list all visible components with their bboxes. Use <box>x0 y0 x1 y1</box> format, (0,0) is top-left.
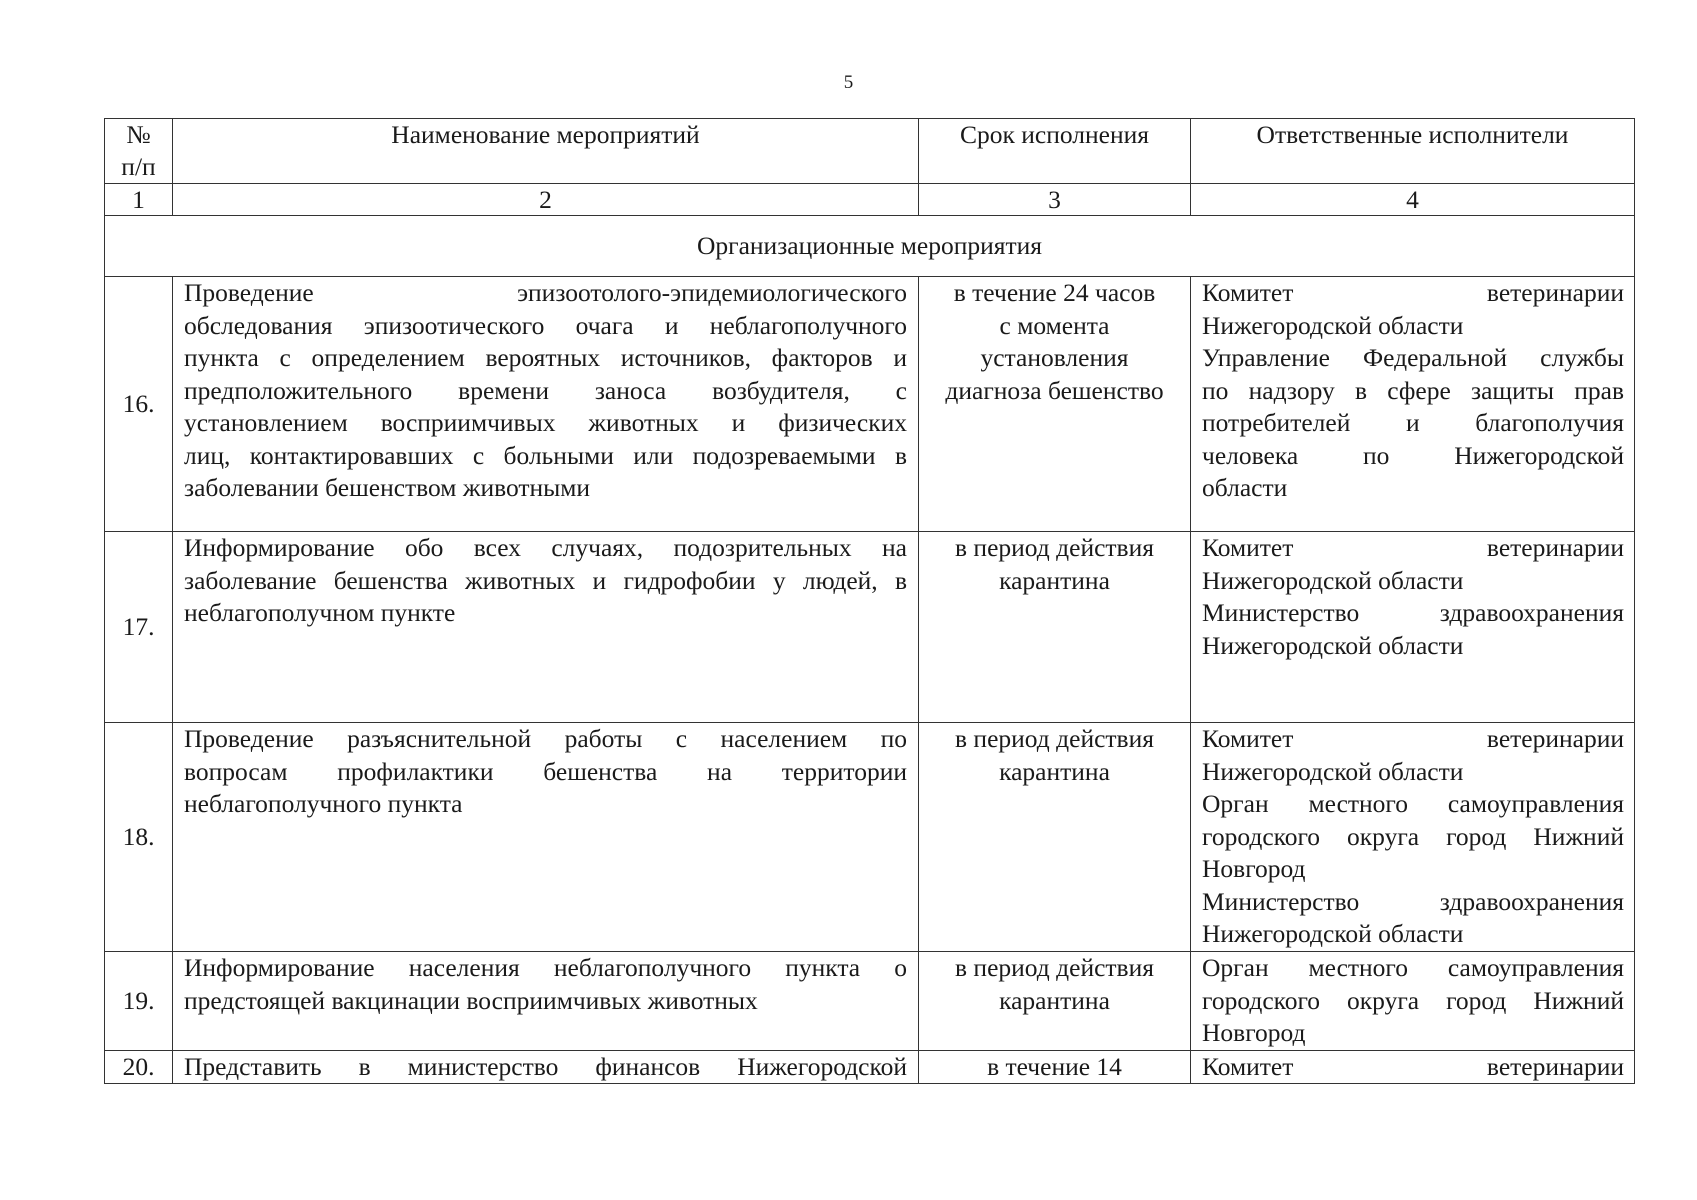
section-title: Организационные мероприятия <box>105 216 1635 277</box>
text-line: области <box>1202 473 1288 502</box>
text-line: Нижегородской области <box>1202 565 1464 595</box>
text-line: неблагополучном пункте <box>184 598 456 627</box>
text-line: заболевании бешенством животными <box>184 473 591 502</box>
text-line: потребителей и благополучия <box>1202 408 1624 437</box>
text-line: установлением восприимчивых животных и физических <box>184 408 907 437</box>
text-line: пункта с определением вероятных источников, факторов и <box>184 343 907 372</box>
row-number: 20. <box>105 1050 173 1084</box>
table-row <box>105 532 1635 723</box>
text-line: Нижегородской области <box>1202 756 1464 786</box>
text-line: предстоящей вакцинации восприимчивых животных <box>184 985 758 1015</box>
row-number: 16. <box>105 277 173 532</box>
execution-term <box>919 532 1191 723</box>
text-line: Министерство здравоохранения <box>1202 598 1624 627</box>
text-line: Комитет ветеринарии <box>1202 724 1624 753</box>
execution-term <box>919 952 1191 1051</box>
header-responsible: Ответственные исполнители <box>1191 119 1635 184</box>
responsible-executors <box>1191 277 1635 532</box>
header-number-symbol: № <box>126 120 151 149</box>
section-row <box>105 216 1635 277</box>
text-line: с момента <box>999 310 1110 340</box>
text-line: Министерство здравоохранения <box>1202 886 1624 916</box>
text-line: Орган местного самоуправления <box>1202 953 1624 982</box>
responsible-executors <box>1191 532 1635 723</box>
table-row <box>105 952 1635 1051</box>
text-line: карантина <box>999 756 1110 786</box>
column-number: 4 <box>1191 184 1635 216</box>
text-line: неблагополучного пункта <box>184 789 463 818</box>
table-header-row <box>105 119 1635 184</box>
text-line: Представить в министерство финансов Нижегородской <box>184 1051 907 1081</box>
text-line: вопросам профилактики бешенства на территории <box>184 756 907 786</box>
text-line: в период действия <box>955 724 1154 753</box>
text-line: Информирование обо всех случаях, подозрительных на <box>184 533 907 562</box>
table-row <box>105 1050 1635 1084</box>
text-line: в течение 14 <box>987 1051 1122 1081</box>
column-number: 3 <box>919 184 1191 216</box>
measure-name <box>173 952 919 1051</box>
text-line: в течение 24 часов <box>953 278 1156 307</box>
text-line: Комитет ветеринарии <box>1202 533 1624 562</box>
text-line: Проведение эпизоотолого-эпидемиологического <box>184 278 907 307</box>
row-number: 18. <box>105 723 173 952</box>
row-number: 19. <box>105 952 173 1051</box>
responsible-executors <box>1191 723 1635 952</box>
text-line: Новгород <box>1202 854 1306 883</box>
header-name: Наименование мероприятий <box>173 119 919 184</box>
text-line: заболевание бешенства животных и гидрофобии у людей, в <box>184 565 907 595</box>
text-line: Информирование населения неблагополучного пункта о <box>184 953 907 982</box>
text-line: установления <box>980 343 1129 372</box>
text-line: Комитет ветеринарии <box>1202 278 1624 307</box>
text-line: Проведение разъяснительной работы с населением по <box>184 724 907 753</box>
table-row <box>105 723 1635 952</box>
responsible-executors <box>1191 1050 1635 1084</box>
header-number <box>105 119 173 184</box>
text-line: карантина <box>999 565 1110 595</box>
responsible-executors <box>1191 952 1635 1051</box>
column-number: 2 <box>173 184 919 216</box>
page-number: 5 <box>843 72 854 93</box>
column-number: 1 <box>105 184 173 216</box>
text-line: городского округа город Нижний <box>1202 821 1624 851</box>
measure-name <box>173 723 919 952</box>
text-line: обследования эпизоотического очага и неблагополучного <box>184 310 907 340</box>
header-term: Срок исполнения <box>919 119 1191 184</box>
measure-name <box>173 1050 919 1084</box>
text-line: предположительного времени заноса возбудителя, с <box>184 375 907 405</box>
text-line: человека по Нижегородской <box>1202 440 1624 470</box>
text-line: Комитет ветеринарии <box>1202 1051 1624 1081</box>
measures-table <box>104 118 1635 1084</box>
execution-term <box>919 723 1191 952</box>
text-line: диагноза бешенство <box>945 375 1164 405</box>
text-line: Управление Федеральной службы <box>1202 343 1624 372</box>
column-numbers-row <box>105 184 1635 216</box>
text-line: лиц, контактировавших с больными или подозреваемыми в <box>184 440 907 470</box>
execution-term <box>919 277 1191 532</box>
measure-name <box>173 532 919 723</box>
text-line: Нижегородской области <box>1202 919 1464 948</box>
text-line: Орган местного самоуправления <box>1202 789 1624 818</box>
text-line: Нижегородской области <box>1202 630 1464 660</box>
text-line: Новгород <box>1202 1018 1306 1047</box>
text-line: городского округа город Нижний <box>1202 985 1624 1015</box>
execution-term <box>919 1050 1191 1084</box>
header-number-abbr: п/п <box>121 152 156 181</box>
measure-name <box>173 277 919 532</box>
text-line: Нижегородской области <box>1202 310 1464 340</box>
text-line: по надзору в сфере защиты прав <box>1202 375 1624 405</box>
text-line: карантина <box>999 985 1110 1015</box>
row-number: 17. <box>105 532 173 723</box>
text-line: в период действия <box>955 953 1154 982</box>
text-line: в период действия <box>955 533 1154 562</box>
table-row <box>105 277 1635 532</box>
